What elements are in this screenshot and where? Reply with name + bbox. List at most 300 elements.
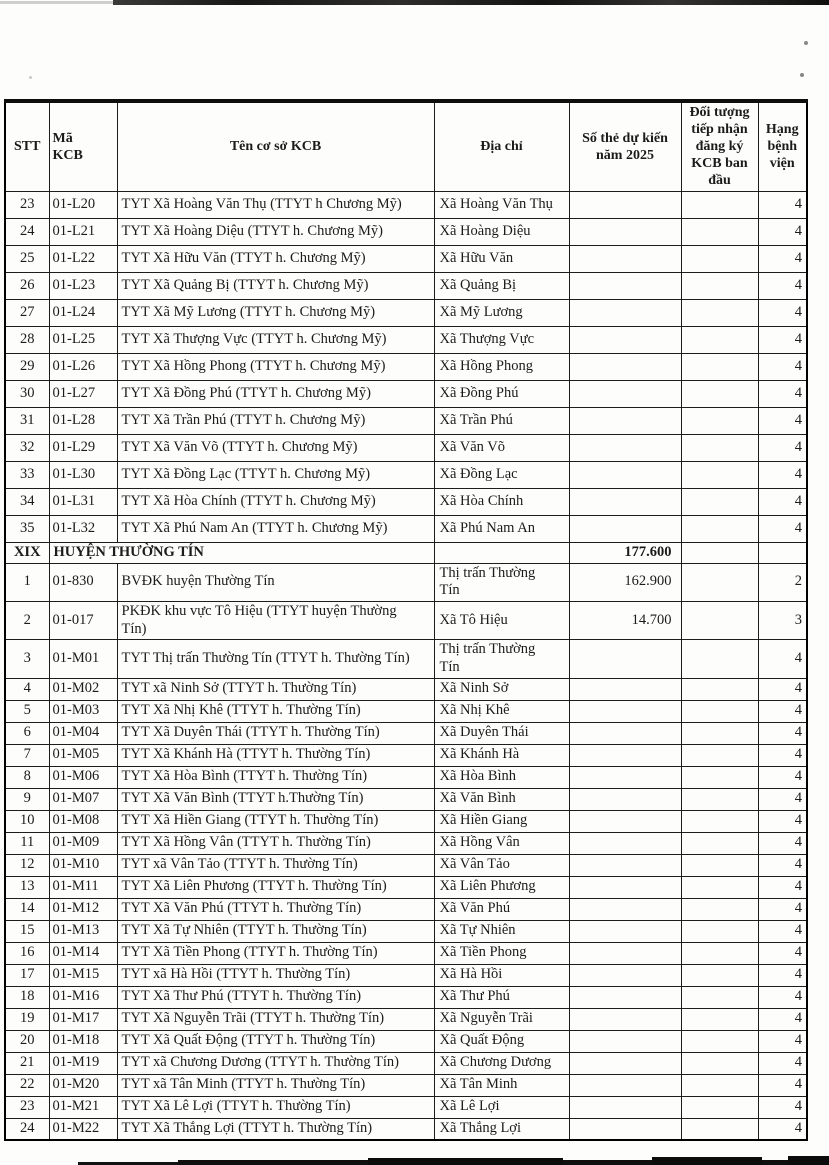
code-cell: 01-L20 <box>49 191 117 218</box>
code-cell: 01-M07 <box>49 788 117 810</box>
cards-cell <box>569 380 681 407</box>
register-cell <box>681 1052 758 1074</box>
cards-cell <box>569 326 681 353</box>
address-cell: Xã Hồng Phong <box>434 353 569 380</box>
facility-row <box>5 942 807 964</box>
rank-cell: 4 <box>758 942 807 964</box>
code-cell: 01-M02 <box>49 678 117 700</box>
facility-row <box>5 766 807 788</box>
facility-row <box>5 434 807 461</box>
table-body <box>5 191 807 1140</box>
cards-cell <box>569 810 681 832</box>
cards-cell <box>569 515 681 542</box>
table-header <box>5 101 807 191</box>
register-cell <box>681 299 758 326</box>
code-cell: 01-L28 <box>49 407 117 434</box>
address-cell: Xã Liên Phương <box>434 876 569 898</box>
register-cell <box>681 640 758 678</box>
rank-cell: 4 <box>758 766 807 788</box>
cards-cell <box>569 722 681 744</box>
stt-cell: 8 <box>5 766 49 788</box>
facility-row <box>5 515 807 542</box>
stt-cell: 9 <box>5 788 49 810</box>
register-cell <box>681 942 758 964</box>
rank-cell: 4 <box>758 380 807 407</box>
address-cell: Xã Hiền Giang <box>434 810 569 832</box>
rank-cell: 4 <box>758 353 807 380</box>
rank-cell: 4 <box>758 854 807 876</box>
stt-cell: 5 <box>5 700 49 722</box>
code-cell: 01-M10 <box>49 854 117 876</box>
stt-cell: 29 <box>5 353 49 380</box>
facility-name-cell: TYT Xã Khánh Hà (TTYT h. Thường Tín) <box>117 744 434 766</box>
column-header-stt: STT <box>5 101 49 191</box>
rank-cell: 4 <box>758 1096 807 1118</box>
address-cell: Xã Tân Minh <box>434 1074 569 1096</box>
facility-row <box>5 353 807 380</box>
address-cell: Xã Hòa Chính <box>434 488 569 515</box>
facility-name-cell: TYT Xã Phú Nam An (TTYT h. Chương Mỹ) <box>117 515 434 542</box>
register-cell <box>681 245 758 272</box>
address-cell: Xã Thượng Vực <box>434 326 569 353</box>
facility-name-cell: TYT xã Tân Minh (TTYT h. Thường Tín) <box>117 1074 434 1096</box>
register-cell <box>681 678 758 700</box>
address-cell: Xã Nhị Khê <box>434 700 569 722</box>
register-cell <box>681 601 758 639</box>
cards-cell <box>569 1096 681 1118</box>
stt-cell: 11 <box>5 832 49 854</box>
rank-cell: 4 <box>758 218 807 245</box>
address-cell: Xã Tô Hiệu <box>434 601 569 639</box>
stt-cell: 33 <box>5 461 49 488</box>
facility-row <box>5 640 807 678</box>
code-cell: 01-M22 <box>49 1118 117 1140</box>
scan-artifact-speck <box>29 76 32 79</box>
stt-cell: 24 <box>5 1118 49 1140</box>
code-cell: 01-M20 <box>49 1074 117 1096</box>
code-cell: 01-M18 <box>49 1030 117 1052</box>
stt-cell: 6 <box>5 722 49 744</box>
cards-cell <box>569 1008 681 1030</box>
code-cell: 01-017 <box>49 601 117 639</box>
rank-cell: 4 <box>758 1008 807 1030</box>
address-cell: Xã Văn Phú <box>434 898 569 920</box>
facility-name-cell: TYT Xã Hoàng Diệu (TTYT h. Chương Mỹ) <box>117 218 434 245</box>
scan-artifact-bottom-bar <box>368 1158 563 1165</box>
code-cell: 01-M12 <box>49 898 117 920</box>
register-cell <box>681 191 758 218</box>
facility-row <box>5 1030 807 1052</box>
kcb-facilities-table <box>4 99 808 1141</box>
register-cell <box>681 964 758 986</box>
facility-row <box>5 1074 807 1096</box>
register-cell <box>681 380 758 407</box>
rank-cell: 4 <box>758 964 807 986</box>
address-cell: Xã Quảng Bị <box>434 272 569 299</box>
cards-cell <box>569 1030 681 1052</box>
address-cell: Xã Đồng Phú <box>434 380 569 407</box>
stt-cell: 3 <box>5 640 49 678</box>
facility-row <box>5 326 807 353</box>
code-cell: 01-L29 <box>49 434 117 461</box>
code-cell: 01-830 <box>49 563 117 601</box>
register-cell <box>681 788 758 810</box>
register-cell <box>681 854 758 876</box>
stt-cell: 7 <box>5 744 49 766</box>
cards-cell <box>569 832 681 854</box>
cards-cell <box>569 678 681 700</box>
cards-cell <box>569 920 681 942</box>
cards-cell <box>569 434 681 461</box>
register-cell <box>681 488 758 515</box>
code-cell: 01-L23 <box>49 272 117 299</box>
table-header-row <box>5 101 807 191</box>
rank-cell: 4 <box>758 744 807 766</box>
code-cell: 01-L26 <box>49 353 117 380</box>
rank-cell: 3 <box>758 601 807 639</box>
rank-cell: 4 <box>758 407 807 434</box>
facility-name-cell: TYT Xã Hồng Vân (TTYT h. Thường Tín) <box>117 832 434 854</box>
rank-cell: 4 <box>758 898 807 920</box>
register-cell <box>681 832 758 854</box>
facility-row <box>5 191 807 218</box>
address-cell: Xã Tiền Phong <box>434 942 569 964</box>
rank-cell: 4 <box>758 299 807 326</box>
facility-name-cell: TYT Xã Văn Phú (TTYT h. Thường Tín) <box>117 898 434 920</box>
stt-cell: 23 <box>5 1096 49 1118</box>
code-cell: 01-M06 <box>49 766 117 788</box>
facility-name-cell: PKĐK khu vực Tô Hiệu (TTYT huyện Thường Tín) <box>117 601 434 639</box>
facility-row <box>5 272 807 299</box>
rank-cell: 4 <box>758 272 807 299</box>
code-cell: 01-M15 <box>49 964 117 986</box>
register-cell <box>681 326 758 353</box>
facility-name-cell: TYT Thị trấn Thường Tín (TTYT h. Thường Tín) <box>117 640 434 678</box>
stt-cell: 21 <box>5 1052 49 1074</box>
stt-cell: 17 <box>5 964 49 986</box>
register-cell <box>681 218 758 245</box>
stt-cell: 16 <box>5 942 49 964</box>
register-cell <box>681 986 758 1008</box>
address-cell: Xã Nguyễn Trãi <box>434 1008 569 1030</box>
cards-cell <box>569 986 681 1008</box>
facility-row <box>5 986 807 1008</box>
register-cell <box>681 920 758 942</box>
code-cell: 01-M03 <box>49 700 117 722</box>
stt-cell: 23 <box>5 191 49 218</box>
cards-cell <box>569 942 681 964</box>
stt-cell: 35 <box>5 515 49 542</box>
code-cell: 01-M21 <box>49 1096 117 1118</box>
rank-cell: 4 <box>758 832 807 854</box>
cards-cell: 14.700 <box>569 601 681 639</box>
cards-cell <box>569 272 681 299</box>
stt-cell: 28 <box>5 326 49 353</box>
cards-cell <box>569 1074 681 1096</box>
code-cell: 01-L27 <box>49 380 117 407</box>
cards-cell <box>569 876 681 898</box>
address-cell: Xã Trần Phú <box>434 407 569 434</box>
facility-name-cell: TYT Xã Lê Lợi (TTYT h. Thường Tín) <box>117 1096 434 1118</box>
code-cell: 01-L21 <box>49 218 117 245</box>
cards-cell <box>569 488 681 515</box>
register-cell <box>681 461 758 488</box>
stt-cell: 30 <box>5 380 49 407</box>
district-title-cell: HUYỆN THƯỜNG TÍN <box>49 542 434 563</box>
facility-name-cell: TYT Xã Nhị Khê (TTYT h. Thường Tín) <box>117 700 434 722</box>
facility-row <box>5 854 807 876</box>
rank-cell: 4 <box>758 640 807 678</box>
code-cell: 01-L24 <box>49 299 117 326</box>
scan-artifact-top-light-bar <box>0 1 118 4</box>
facility-name-cell: TYT Xã Hồng Phong (TTYT h. Chương Mỹ) <box>117 353 434 380</box>
address-cell: Thị trấn Thường Tín <box>434 563 569 601</box>
address-cell: Xã Phú Nam An <box>434 515 569 542</box>
cards-cell <box>569 1118 681 1140</box>
facility-row <box>5 700 807 722</box>
address-cell: Xã Đồng Lạc <box>434 461 569 488</box>
stt-cell: 18 <box>5 986 49 1008</box>
register-cell <box>681 722 758 744</box>
code-cell: 01-M16 <box>49 986 117 1008</box>
stt-cell: 34 <box>5 488 49 515</box>
cards-cell <box>569 407 681 434</box>
stt-cell: 20 <box>5 1030 49 1052</box>
code-cell: 01-L30 <box>49 461 117 488</box>
register-cell <box>681 542 758 563</box>
code-cell: 01-M14 <box>49 942 117 964</box>
rank-cell: 4 <box>758 722 807 744</box>
rank-cell: 4 <box>758 461 807 488</box>
facility-name-cell: TYT Xã Đồng Lạc (TTYT h. Chương Mỹ) <box>117 461 434 488</box>
register-cell <box>681 1008 758 1030</box>
column-header-dia-chi: Địa chỉ <box>434 101 569 191</box>
code-cell: 01-M09 <box>49 832 117 854</box>
register-cell <box>681 876 758 898</box>
code-cell: 01-M19 <box>49 1052 117 1074</box>
facility-row <box>5 245 807 272</box>
register-cell <box>681 1074 758 1096</box>
column-header-hang: Hạng bệnh viện <box>758 101 807 191</box>
register-cell <box>681 272 758 299</box>
address-cell: Xã Thư Phú <box>434 986 569 1008</box>
facility-row <box>5 1118 807 1140</box>
cards-cell <box>569 299 681 326</box>
facility-name-cell: TYT Xã Thư Phú (TTYT h. Thường Tín) <box>117 986 434 1008</box>
facility-row <box>5 788 807 810</box>
facility-row <box>5 461 807 488</box>
address-cell: Xã Văn Bình <box>434 788 569 810</box>
scan-artifact-speck <box>804 41 808 45</box>
rank-cell: 4 <box>758 810 807 832</box>
rank-cell: 4 <box>758 1074 807 1096</box>
stt-cell: 31 <box>5 407 49 434</box>
stt-cell: 25 <box>5 245 49 272</box>
register-cell <box>681 744 758 766</box>
column-header-ma-kcb: Mã KCB <box>49 101 117 191</box>
facility-name-cell: TYT Xã Liên Phương (TTYT h. Thường Tín) <box>117 876 434 898</box>
code-cell: 01-L25 <box>49 326 117 353</box>
code-cell: 01-M17 <box>49 1008 117 1030</box>
address-cell: Xã Hoàng Văn Thụ <box>434 191 569 218</box>
stt-cell: 10 <box>5 810 49 832</box>
rank-cell: 4 <box>758 1030 807 1052</box>
rank-cell: 4 <box>758 788 807 810</box>
facility-name-cell: BVĐK huyện Thường Tín <box>117 563 434 601</box>
address-cell: Xã Khánh Hà <box>434 744 569 766</box>
cards-cell <box>569 766 681 788</box>
facility-name-cell: TYT Xã Tự Nhiên (TTYT h. Thường Tín) <box>117 920 434 942</box>
column-header-ten-co-so: Tên cơ sở KCB <box>117 101 434 191</box>
stt-cell: 12 <box>5 854 49 876</box>
district-section-row <box>5 542 807 563</box>
rank-cell: 4 <box>758 434 807 461</box>
facility-row <box>5 218 807 245</box>
address-cell: Xã Thắng Lợi <box>434 1118 569 1140</box>
address-cell: Xã Hữu Văn <box>434 245 569 272</box>
cards-cell <box>569 744 681 766</box>
address-cell: Xã Hoàng Diệu <box>434 218 569 245</box>
stt-cell: 15 <box>5 920 49 942</box>
facility-row <box>5 563 807 601</box>
stt-cell: 26 <box>5 272 49 299</box>
address-cell: Thị trấn Thường Tín <box>434 640 569 678</box>
address-cell <box>434 542 569 563</box>
code-cell: 01-L32 <box>49 515 117 542</box>
register-cell <box>681 1118 758 1140</box>
facility-row <box>5 898 807 920</box>
facility-row <box>5 488 807 515</box>
register-cell <box>681 1030 758 1052</box>
facility-name-cell: TYT Xã Hiền Giang (TTYT h. Thường Tín) <box>117 810 434 832</box>
column-header-so-the: Số thẻ dự kiến năm 2025 <box>569 101 681 191</box>
address-cell: Xã Hồng Vân <box>434 832 569 854</box>
column-header-doi-tuong: Đối tượng tiếp nhận đăng ký KCB ban đầu <box>681 101 758 191</box>
scan-artifact-speck <box>800 73 804 77</box>
cards-cell <box>569 218 681 245</box>
address-cell: Xã Hà Hồi <box>434 964 569 986</box>
address-cell: Xã Chương Dương <box>434 1052 569 1074</box>
cards-cell <box>569 191 681 218</box>
address-cell: Xã Duyên Thái <box>434 722 569 744</box>
code-cell: 01-L22 <box>49 245 117 272</box>
cards-cell <box>569 788 681 810</box>
facility-name-cell: TYT xã Ninh Sở (TTYT h. Thường Tín) <box>117 678 434 700</box>
address-cell: Xã Lê Lợi <box>434 1096 569 1118</box>
facility-row <box>5 1008 807 1030</box>
code-cell: 01-M13 <box>49 920 117 942</box>
scan-artifact-bottom-bar <box>788 1156 829 1165</box>
facility-name-cell: TYT Xã Văn Bình (TTYT h.Thường Tín) <box>117 788 434 810</box>
address-cell: Xã Ninh Sở <box>434 678 569 700</box>
register-cell <box>681 700 758 722</box>
cards-cell <box>569 353 681 380</box>
stt-cell: 19 <box>5 1008 49 1030</box>
facility-name-cell: TYT Xã Hoàng Văn Thụ (TTYT h Chương Mỹ) <box>117 191 434 218</box>
facility-name-cell: TYT Xã Nguyễn Trãi (TTYT h. Thường Tín) <box>117 1008 434 1030</box>
facility-name-cell: TYT Xã Hữu Văn (TTYT h. Chương Mỹ) <box>117 245 434 272</box>
facility-row <box>5 876 807 898</box>
rank-cell: 4 <box>758 191 807 218</box>
address-cell: Xã Hòa Bình <box>434 766 569 788</box>
register-cell <box>681 1096 758 1118</box>
stt-cell: 27 <box>5 299 49 326</box>
facility-name-cell: TYT Xã Hòa Chính (TTYT h. Chương Mỹ) <box>117 488 434 515</box>
register-cell <box>681 515 758 542</box>
cards-cell <box>569 461 681 488</box>
facility-name-cell: TYT Xã Đồng Phú (TTYT h. Chương Mỹ) <box>117 380 434 407</box>
register-cell <box>681 766 758 788</box>
facility-name-cell: TYT Xã Văn Võ (TTYT h. Chương Mỹ) <box>117 434 434 461</box>
code-cell: 01-M01 <box>49 640 117 678</box>
stt-cell: 14 <box>5 898 49 920</box>
address-cell: Xã Tự Nhiên <box>434 920 569 942</box>
register-cell <box>681 353 758 380</box>
facility-row <box>5 601 807 639</box>
cards-cell <box>569 640 681 678</box>
stt-cell: 22 <box>5 1074 49 1096</box>
facility-row <box>5 810 807 832</box>
cards-total-cell: 177.600 <box>569 542 681 563</box>
address-cell: Xã Mỹ Lương <box>434 299 569 326</box>
facility-row <box>5 832 807 854</box>
facility-name-cell: TYT Xã Thắng Lợi (TTYT h. Thường Tín) <box>117 1118 434 1140</box>
stt-cell: 1 <box>5 563 49 601</box>
scan-artifact-top-bar <box>113 0 829 5</box>
facility-name-cell: TYT Xã Thượng Vực (TTYT h. Chương Mỹ) <box>117 326 434 353</box>
facility-row <box>5 744 807 766</box>
cards-cell <box>569 898 681 920</box>
facility-name-cell: TYT Xã Trần Phú (TTYT h. Chương Mỹ) <box>117 407 434 434</box>
rank-cell: 4 <box>758 515 807 542</box>
facility-row <box>5 722 807 744</box>
facility-name-cell: TYT Xã Duyên Thái (TTYT h. Thường Tín) <box>117 722 434 744</box>
rank-cell: 4 <box>758 326 807 353</box>
facility-name-cell: TYT xã Chương Dương (TTYT h. Thường Tín) <box>117 1052 434 1074</box>
address-cell: Xã Quất Động <box>434 1030 569 1052</box>
facility-row <box>5 1096 807 1118</box>
facility-name-cell: TYT xã Vân Tảo (TTYT h. Thường Tín) <box>117 854 434 876</box>
rank-cell: 4 <box>758 1052 807 1074</box>
rank-cell: 4 <box>758 245 807 272</box>
facility-row <box>5 1052 807 1074</box>
cards-cell <box>569 854 681 876</box>
stt-cell: 13 <box>5 876 49 898</box>
rank-cell: 4 <box>758 488 807 515</box>
facility-row <box>5 380 807 407</box>
stt-cell: XIX <box>5 542 49 563</box>
facility-name-cell: TYT Xã Tiền Phong (TTYT h. Thường Tín) <box>117 942 434 964</box>
facility-name-cell: TYT Xã Hòa Bình (TTYT h. Thường Tín) <box>117 766 434 788</box>
rank-cell: 4 <box>758 678 807 700</box>
cards-cell <box>569 1052 681 1074</box>
rank-cell <box>758 542 807 563</box>
stt-cell: 2 <box>5 601 49 639</box>
facility-row <box>5 920 807 942</box>
code-cell: 01-M11 <box>49 876 117 898</box>
facility-row <box>5 407 807 434</box>
stt-cell: 24 <box>5 218 49 245</box>
address-cell: Xã Vân Tảo <box>434 854 569 876</box>
rank-cell: 4 <box>758 876 807 898</box>
rank-cell: 4 <box>758 920 807 942</box>
register-cell <box>681 810 758 832</box>
rank-cell: 4 <box>758 700 807 722</box>
code-cell: 01-M08 <box>49 810 117 832</box>
facility-name-cell: TYT Xã Quảng Bị (TTYT h. Chương Mỹ) <box>117 272 434 299</box>
cards-cell <box>569 964 681 986</box>
facility-row <box>5 299 807 326</box>
